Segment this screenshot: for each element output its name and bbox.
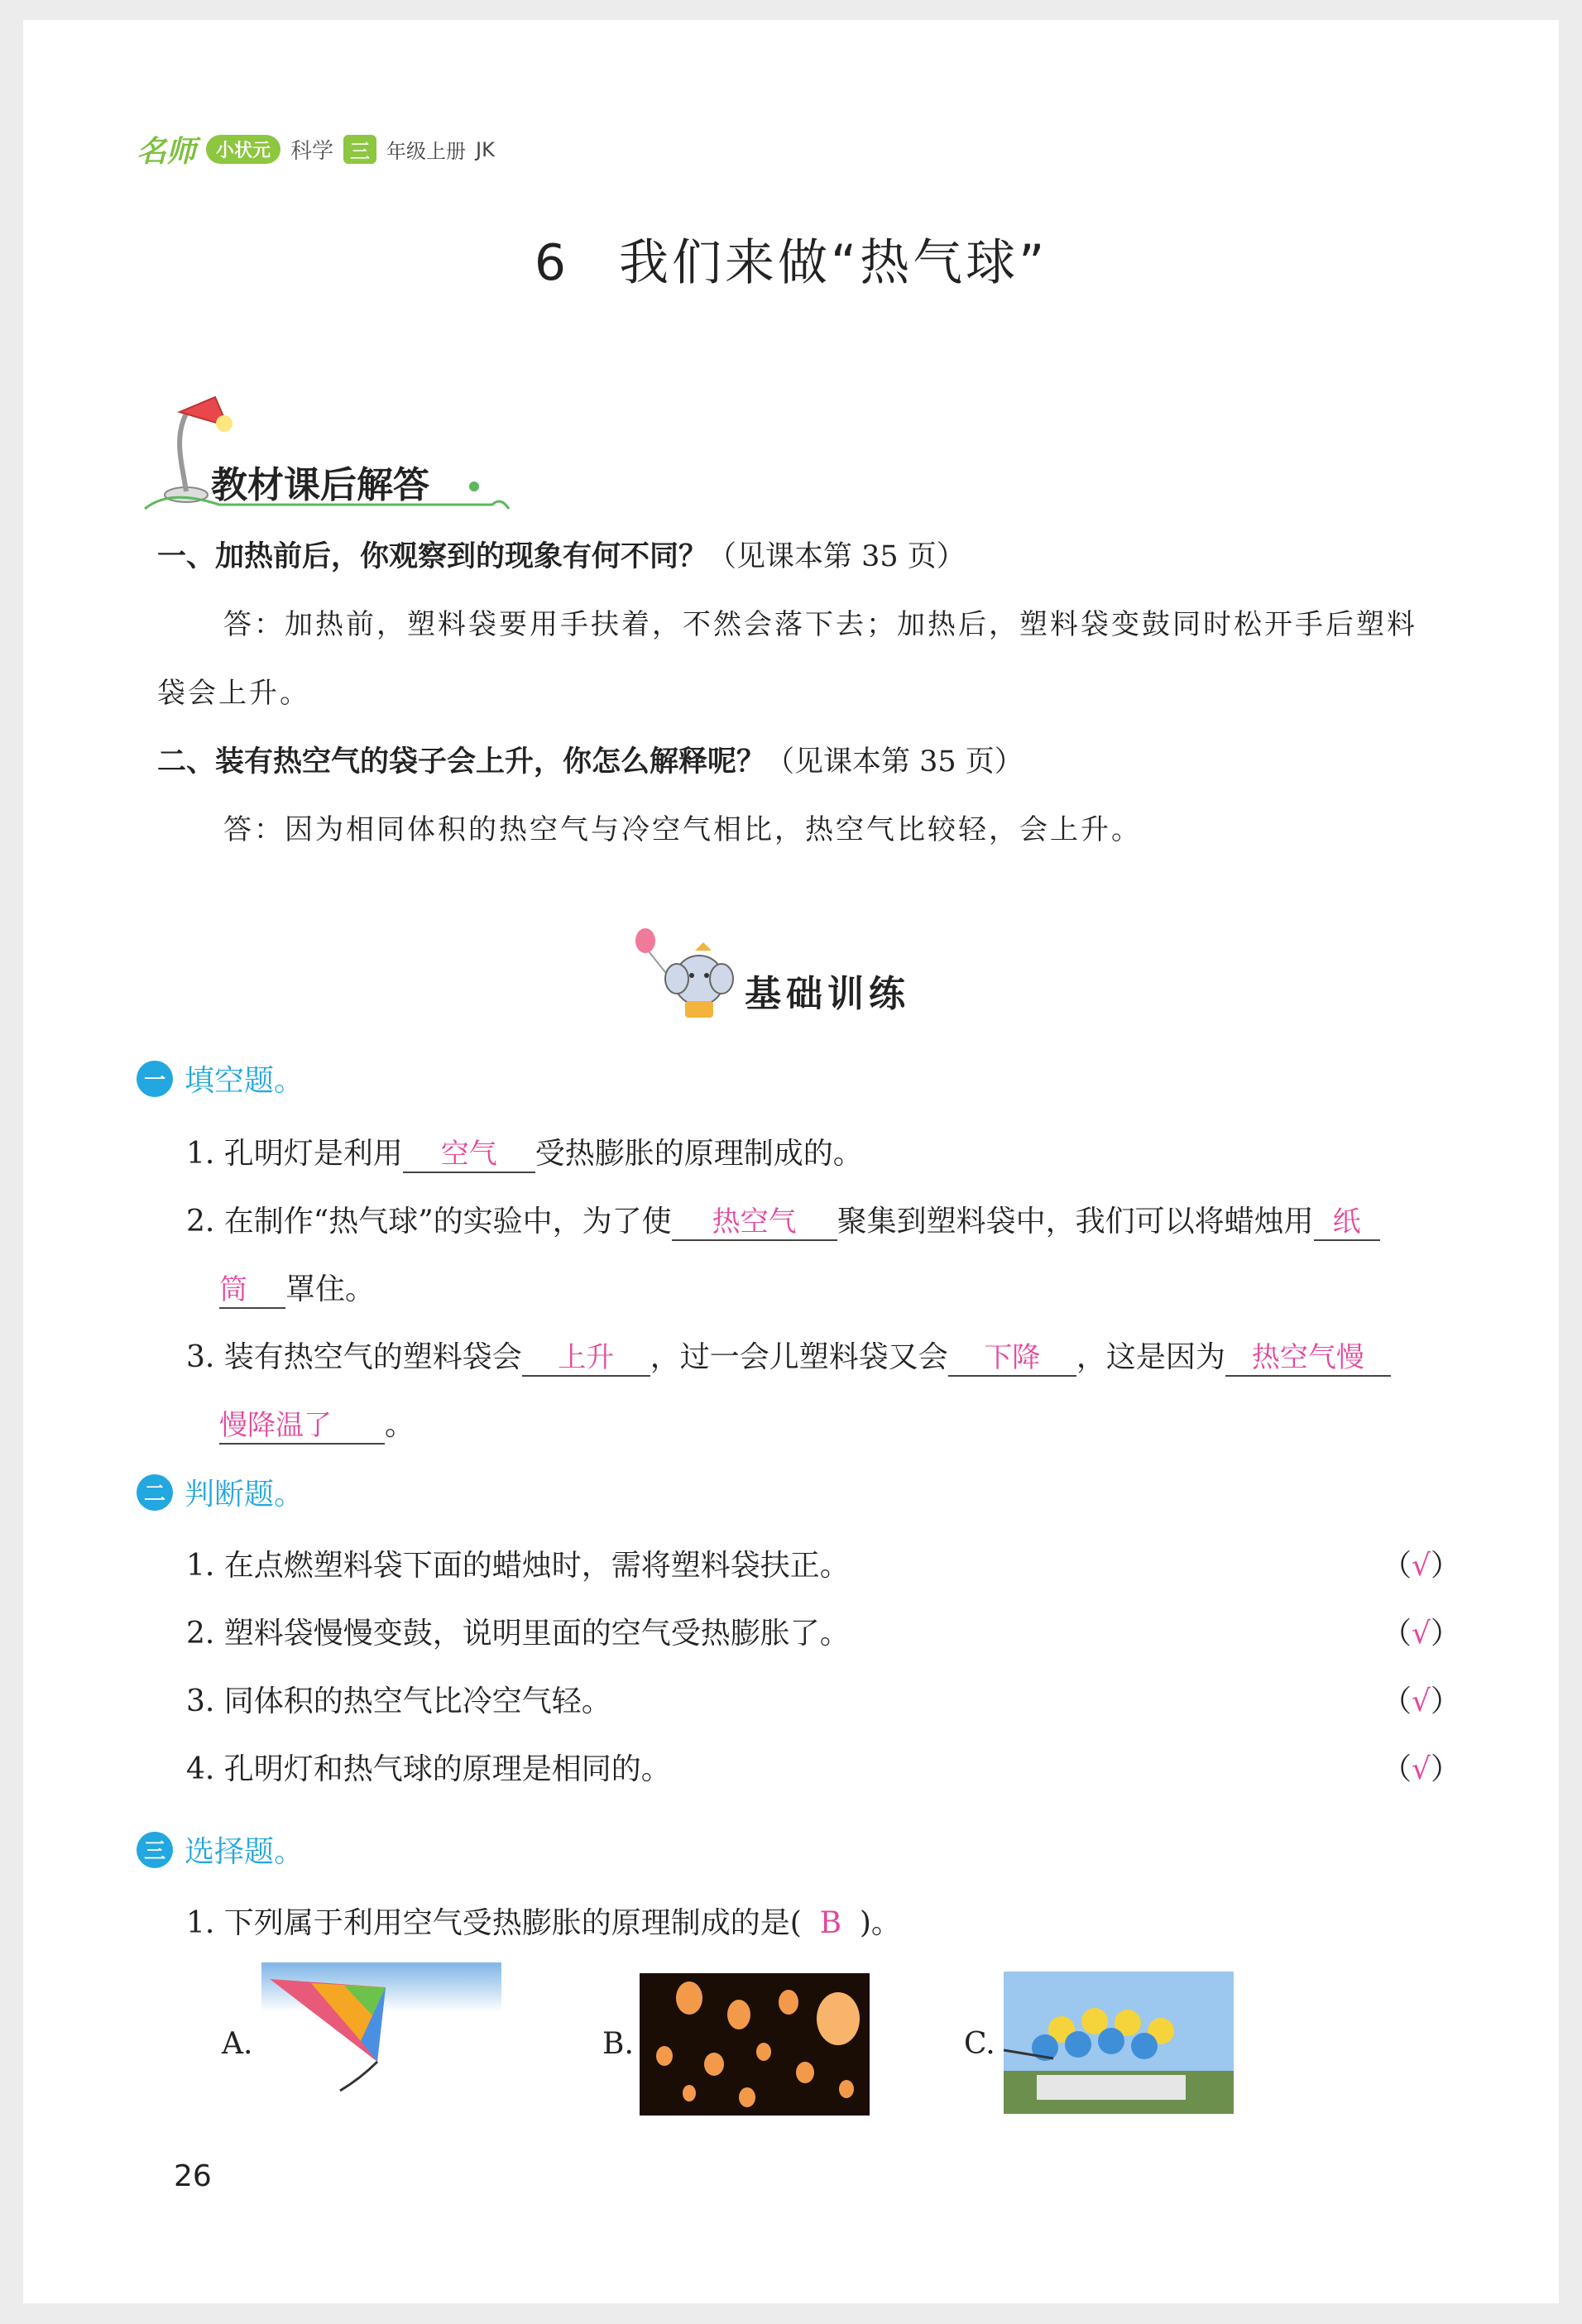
edition-label: JK [476,137,495,161]
page-title [0,223,1582,295]
option-a-label: A. [222,2027,253,2061]
check-mark-icon: √ [1412,1752,1431,1786]
fill-blank: 慢降温了 [219,1402,385,1445]
fill-item-3-cont [219,1402,415,1445]
paren-open: （ [1382,1684,1412,1718]
grade-badge: 三 [343,135,376,164]
elephant-balloon-icon [629,922,745,1022]
check-mark-icon: √ [1412,1617,1431,1651]
fill-blank: 筒 [219,1267,285,1309]
paren-close: ） [1430,1617,1460,1651]
judge-item-text: 2. 塑料袋慢慢变鼓，说明里面的空气受热膨胀了。 [186,1617,850,1651]
question-1-text: 一、加热前后，你观察到的现象有何不同？ [157,540,708,573]
option-b-label: B. [602,2027,634,2061]
judge-answer [1382,1746,1460,1788]
option-c-label: C. [964,2027,995,2061]
paren-close: ） [1430,1549,1460,1583]
sky-lanterns-image [640,1973,870,2116]
choice-question-text-end: )。 [859,1906,901,1940]
fill-blank: 空气 [403,1131,535,1173]
part-2-title: 判断题。 [185,1478,304,1512]
fill-item-2-cont [219,1266,375,1309]
fill-item-1-text-end: 受热膨胀的原理制成的。 [535,1137,863,1171]
choice-answer: B [819,1906,842,1940]
judge-answer [1382,1610,1460,1652]
part-2-heading [137,1471,304,1513]
part-3-badge: 三 [137,1832,173,1868]
judge-item [186,1678,1460,1720]
fill-item-1 [186,1130,863,1173]
paren-open: （ [1382,1549,1412,1583]
fill-item-3 [186,1334,1391,1377]
part-1-heading [137,1057,304,1100]
paren-open: （ [1382,1752,1412,1786]
fill-blank: 上升 [522,1335,650,1377]
judge-answer [1382,1678,1460,1720]
page-number: 26 [174,2159,212,2193]
fill-item-2-text-mid: 聚集到塑料袋中，我们可以将蜡烛用 [837,1205,1314,1239]
question-2 [157,739,1024,780]
fill-blank: 下降 [948,1335,1076,1377]
brand-logo: 名师 [137,135,197,169]
subject-label: 科学 [290,139,334,164]
lesson-title-text: 我们来做“热气球” [619,234,1048,292]
judge-item [186,1542,1460,1584]
judge-item [186,1610,1460,1652]
lesson-number: 6 [534,234,569,292]
section-heading-basic-training: 基础训练 [745,973,910,1015]
part-1-title: 填空题。 [185,1064,304,1098]
fill-blank: 纸 [1314,1199,1380,1241]
part-1-badge: 一 [137,1061,173,1097]
fill-item-1-text: 1. 孔明灯是利用 [186,1137,403,1171]
header-brand [137,128,495,170]
fill-item-2 [186,1198,1380,1241]
question-1-ref: （见课本第 35 页） [707,540,966,573]
answer-1-line2: 袋会上升。 [157,677,310,710]
part-2-badge: 二 [137,1474,173,1511]
paren-close: ） [1430,1684,1460,1718]
question-2-ref: （见课本第 35 页） [765,745,1024,779]
judge-answer [1382,1542,1460,1584]
fill-item-2-text: 2. 在制作“热气球”的实验中，为了使 [186,1205,672,1239]
grade-text: 年级上册 [386,140,467,163]
judge-item-text: 1. 在点燃塑料袋下面的蜡烛时，需将塑料袋扶正。 [186,1549,850,1583]
balloons-image [1004,1972,1234,2114]
fill-blank: 热空气 [672,1199,837,1241]
part-3-title: 选择题。 [185,1835,304,1869]
part-3-heading [137,1828,304,1871]
choice-question-text: 1. 下列属于利用空气受热膨胀的原理制成的是( [186,1906,802,1940]
choice-question-1 [186,1900,901,1942]
check-mark-icon: √ [1412,1549,1431,1583]
fill-item-2-text-end: 罩住。 [285,1272,376,1306]
fill-item-3-text-end: 。 [385,1408,415,1442]
fill-item-3-text-mid1: ，过一会儿塑料袋又会 [650,1340,948,1374]
kite-image [261,1962,501,2095]
judge-item-text: 4. 孔明灯和热气球的原理是相同的。 [186,1752,671,1786]
question-1 [157,534,966,575]
question-2-text: 二、装有热空气的袋子会上升，你怎么解释呢？ [157,745,766,779]
answer-2: 答：因为相同体积的热空气与冷空气相比，热空气比较轻，会上升。 [223,813,1142,846]
paren-open: （ [1382,1617,1412,1651]
judge-item [186,1746,1460,1788]
answer-1-line1: 答：加热前，塑料袋要用手扶着，不然会落下去；加热后，塑料袋变鼓同时松开手后塑料 [223,608,1417,641]
section-heading-textbook: 教材课后解答 [211,464,429,506]
judge-item-text: 3. 同体积的热空气比冷空气轻。 [186,1684,611,1718]
paren-close: ） [1430,1752,1460,1786]
fill-item-3-text-mid2: ，这是因为 [1076,1340,1225,1374]
brand-pill: 小状元 [206,135,280,164]
fill-item-3-text: 3. 装有热空气的塑料袋会 [186,1340,522,1374]
fill-blank: 热空气慢 [1225,1335,1391,1377]
check-mark-icon: √ [1412,1684,1431,1718]
